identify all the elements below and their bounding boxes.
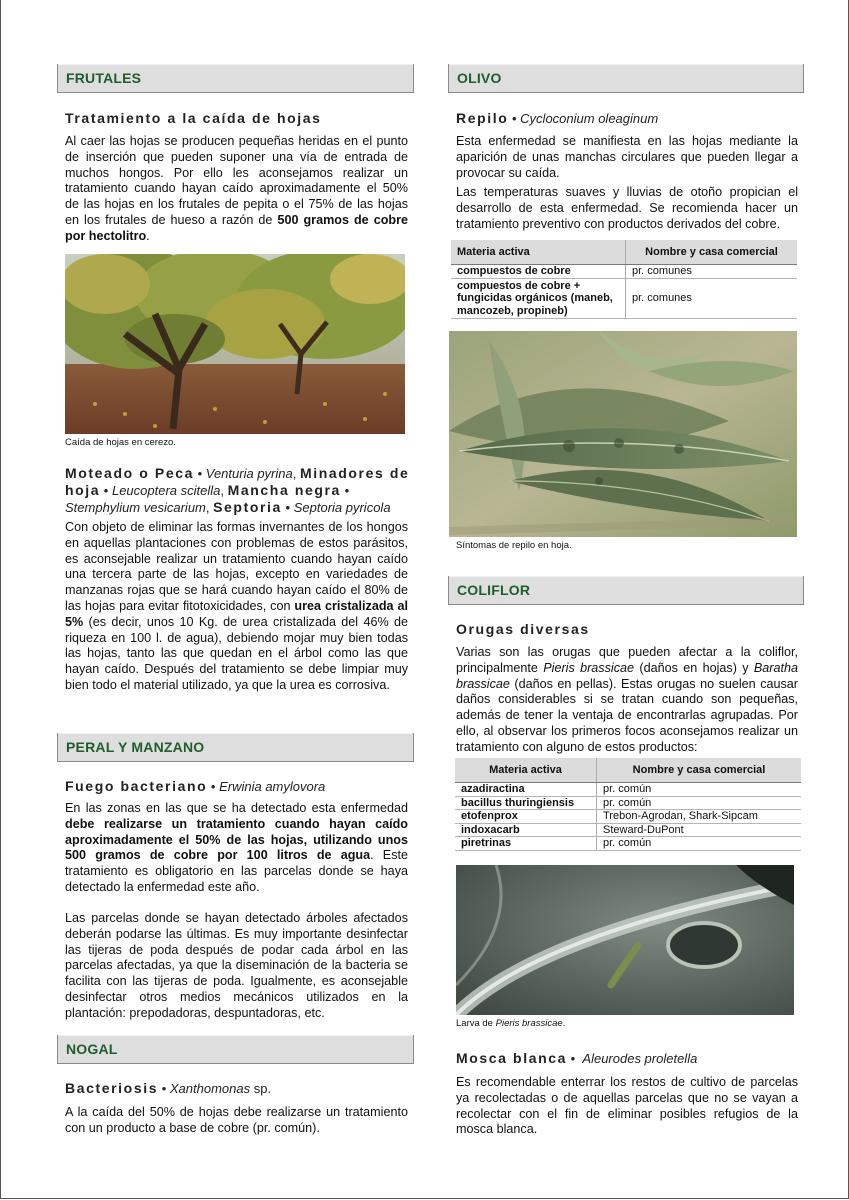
text-run: Con objeto de eliminar las formas invernantes de los hongos en aquellas plantaciones con problemas de estos parásitos, es aconsejable realizar un tratamiento cuando hayan caído una tercera parte de las hojas, excepto en variedades de manzanas rojas que se hará cuando hayan caído el 80% de las hojas para evitar fitotoxicidades, con bbox=[65, 520, 408, 613]
heading-repilo bbox=[456, 110, 800, 127]
section-title: NOGAL bbox=[66, 1041, 118, 1057]
table-cell: pr. común bbox=[597, 837, 802, 851]
caption-cherry: Caída de hojas en cerezo. bbox=[65, 437, 176, 448]
column-header: Materia activa bbox=[451, 240, 626, 265]
text-run: . bbox=[146, 228, 150, 243]
separator: , bbox=[292, 466, 300, 481]
olive-leaf-image bbox=[449, 331, 797, 537]
table-cell: compuestos de cobre bbox=[451, 265, 626, 279]
table-cell: pr. común bbox=[597, 783, 802, 797]
photo-cherry-leaf-fall bbox=[65, 254, 405, 434]
section-header-frutales bbox=[57, 64, 414, 93]
latin-name: Xanthomonas bbox=[169, 1081, 251, 1096]
text-run: En las zonas en las que se ha detectado esta enfermedad bbox=[65, 801, 408, 815]
latin-suffix: sp. bbox=[250, 1081, 272, 1096]
separator: , bbox=[205, 500, 214, 515]
bold-text-run: debe realizarse un tratamiento cuando hayan caído aproximadamente el 50% de las hojas, utilizando unos 500 gramos de cobre por 100 litros de agua bbox=[65, 816, 408, 863]
separator: • bbox=[508, 111, 521, 126]
disease-name: Minadores de hoja bbox=[65, 465, 410, 498]
latin-name: Venturia pyrina bbox=[205, 466, 293, 481]
photo-repilo-olive-leaf bbox=[449, 331, 797, 537]
paragraph-frutales-intro bbox=[65, 134, 408, 245]
paragraph-urea-treatment bbox=[65, 520, 408, 694]
latin-name: Leucoptera scitella bbox=[111, 483, 221, 498]
larva-image bbox=[456, 865, 794, 1015]
heading-moteado-minadores-mancha-septoria bbox=[65, 465, 410, 516]
italic-text-run: Pieris brassicae bbox=[495, 1018, 563, 1029]
table-cell: pr. comunes bbox=[626, 279, 798, 319]
bold-text-run: 500 gramos de cobre por hectolitro bbox=[65, 212, 409, 243]
table-cell: Trebon-Agrodan, Shark-Sipcam bbox=[597, 810, 802, 824]
separator: • bbox=[158, 1081, 170, 1096]
separator: • bbox=[281, 500, 294, 515]
latin-name: Aleurodes proletella bbox=[582, 1051, 698, 1066]
text-run: Larva de bbox=[456, 1018, 496, 1029]
paragraph-repilo-1: Esta enfermedad se manifiesta en las hojas mediante la aparición de unas manchas circulares que pueden llegar a provocar su caída. bbox=[456, 134, 798, 180]
column-header: Nombre y casa comercial bbox=[597, 758, 802, 783]
disease-name: Fuego bacteriano bbox=[65, 778, 208, 794]
text-run: . bbox=[562, 1018, 566, 1029]
section-header-coliflor bbox=[448, 576, 804, 605]
latin-name: Erwinia amylovora bbox=[219, 779, 326, 794]
table-cell: Steward-DuPont bbox=[597, 823, 802, 837]
section-header-peral-manzano bbox=[57, 733, 414, 762]
paragraph-mosca-blanca: Es recomendable enterrar los restos de cultivo de parcelas ya recolectadas o de aquellas parcelas que no se vayan a recolectar con el fin de eliminar posibles refugios de la mosca blanca. bbox=[456, 1075, 798, 1137]
table-row bbox=[451, 279, 797, 319]
table-header-row bbox=[455, 758, 801, 783]
table-row bbox=[455, 796, 801, 810]
caption-olive: Síntomas de repilo en hoja. bbox=[456, 540, 572, 551]
table-cell: bacillus thuringiensis bbox=[455, 796, 597, 810]
table-cell: piretrinas bbox=[455, 837, 597, 851]
table-row bbox=[455, 823, 801, 837]
separator: , bbox=[220, 483, 228, 498]
text-run: . Este tratamiento es obligatorio en las parcelas donde se haya detectado la enfermedad este año. bbox=[65, 848, 409, 894]
section-title: PERAL Y MANZANO bbox=[66, 739, 205, 755]
disease-name: Septoria bbox=[213, 499, 282, 515]
separator: • bbox=[100, 483, 112, 498]
heading-fuego-bacteriano bbox=[65, 778, 410, 795]
disease-name: Repilo bbox=[456, 110, 509, 126]
caption-larva bbox=[456, 1018, 565, 1029]
section-header-olivo bbox=[448, 64, 804, 93]
latin-name: Septoria pyricola bbox=[293, 500, 391, 515]
text-run: (daños en hojas) y bbox=[634, 660, 754, 675]
table-row bbox=[455, 810, 801, 824]
text-run: Al caer las hojas se producen pequeñas heridas en el punto de inserción que pueden suponer una vía de entrada de muchos hongos. Por ello les aconsejamos realizar un tratamiento cuando hayan caído aproximadamente el 50% de las hojas en los frutales de pepita o el 75% de las hojas en los frutales de hueso a razón de bbox=[65, 134, 408, 227]
section-header-nogal bbox=[57, 1035, 414, 1064]
heading-mosca-blanca bbox=[456, 1050, 800, 1067]
section-title: OLIVO bbox=[457, 70, 502, 86]
heading-bacteriosis bbox=[65, 1080, 410, 1097]
disease-name: Bacteriosis bbox=[65, 1080, 159, 1096]
separator: • bbox=[340, 483, 350, 498]
table-cell: etofenprox bbox=[455, 810, 597, 824]
text-run: (es decir, unos 10 Kg. de urea cristalizada del 46% de riqueza en 100 l. de agua), debiendo mojar muy bien todas las hojas, tanto las que quedan en el árbol como las que hayan caído. Después del tratamiento se debe limpiar muy bien todo el material utilizado, ya que la urea es corrosiva. bbox=[65, 614, 408, 692]
disease-name: Moteado o Peca bbox=[65, 465, 194, 481]
text-run: Varias son las orugas que pueden afectar a la coliflor, principalmente bbox=[456, 645, 798, 675]
table-cell: azadiractina bbox=[455, 783, 597, 797]
text-run: (daños en pellas). Estas orugas no suelen causar daños considerables si se tratan cuando son pequeñas, además de tener la ventaja de encontrarlas agrupadas. Por ello, al observar los primeros focos aconsejamos realizar un tratamiento con alguno de estos productos: bbox=[456, 676, 798, 754]
paragraph-orugas bbox=[456, 645, 798, 756]
separator: • bbox=[193, 466, 206, 481]
table-cell: compuestos de cobre + fungicidas orgánicos (maneb, mancozeb, propineb) bbox=[451, 279, 626, 319]
latin-name: Stemphylium vesicarium bbox=[65, 500, 206, 515]
photo-pieris-larva bbox=[456, 865, 794, 1015]
table-row bbox=[455, 837, 801, 851]
paragraph-repilo-2: Las temperaturas suaves y lluvias de otoño propician el desarrollo de esta enfermedad. Se recomienda hacer un tratamiento preventivo con productos derivados del cobre. bbox=[456, 185, 798, 231]
table-cell: pr. común bbox=[597, 796, 802, 810]
disease-name: Mosca blanca bbox=[456, 1050, 568, 1066]
paragraph-nogal: A la caída del 50% de hojas debe realizarse un tratamiento con un producto a base de cobre (pr. común). bbox=[65, 1105, 408, 1135]
section-title: FRUTALES bbox=[66, 70, 142, 86]
separator: • bbox=[207, 779, 220, 794]
heading-tratamiento-caida-hojas: Tratamiento a la caída de hojas bbox=[65, 110, 322, 126]
column-header: Materia activa bbox=[455, 758, 597, 783]
table-olivo-products bbox=[451, 240, 797, 319]
paragraph-fuego-bacteriano-2: Las parcelas donde se hayan detectado árboles afectados deberán podarse las últimas. Es muy importante desinfectar las tijeras de poda después de podar cada árbol en las parcelas afectadas, ya que la diseminación de la bacteria se facilita con las tijeras de poda. Igualmente, es aconsejable desinfectar otros medios mecánicos utilizados en la plantación: prepodadoras, despuntadoras, etc. bbox=[65, 911, 408, 1020]
bold-text-run: urea cristalizada al 5% bbox=[65, 598, 408, 629]
paragraph-fuego-bacteriano-1 bbox=[65, 801, 408, 896]
separator: • bbox=[567, 1051, 583, 1066]
latin-name: Cycloconium oleaginum bbox=[520, 111, 659, 126]
section-title: COLIFLOR bbox=[457, 582, 531, 598]
heading-orugas-diversas: Orugas diversas bbox=[456, 621, 590, 637]
table-cell: indoxacarb bbox=[455, 823, 597, 837]
italic-text-run: Pieris brassicae bbox=[543, 660, 635, 675]
column-header: Nombre y casa comercial bbox=[626, 240, 798, 265]
table-row bbox=[451, 265, 797, 279]
table-header-row bbox=[451, 240, 797, 265]
table-coliflor-products bbox=[455, 758, 801, 851]
cherry-tree-image bbox=[65, 254, 405, 434]
table-cell: pr. comunes bbox=[626, 265, 798, 279]
disease-name: Mancha negra bbox=[227, 482, 341, 498]
table-row bbox=[455, 783, 801, 797]
italic-text-run: Baratha brassicae bbox=[456, 660, 799, 691]
